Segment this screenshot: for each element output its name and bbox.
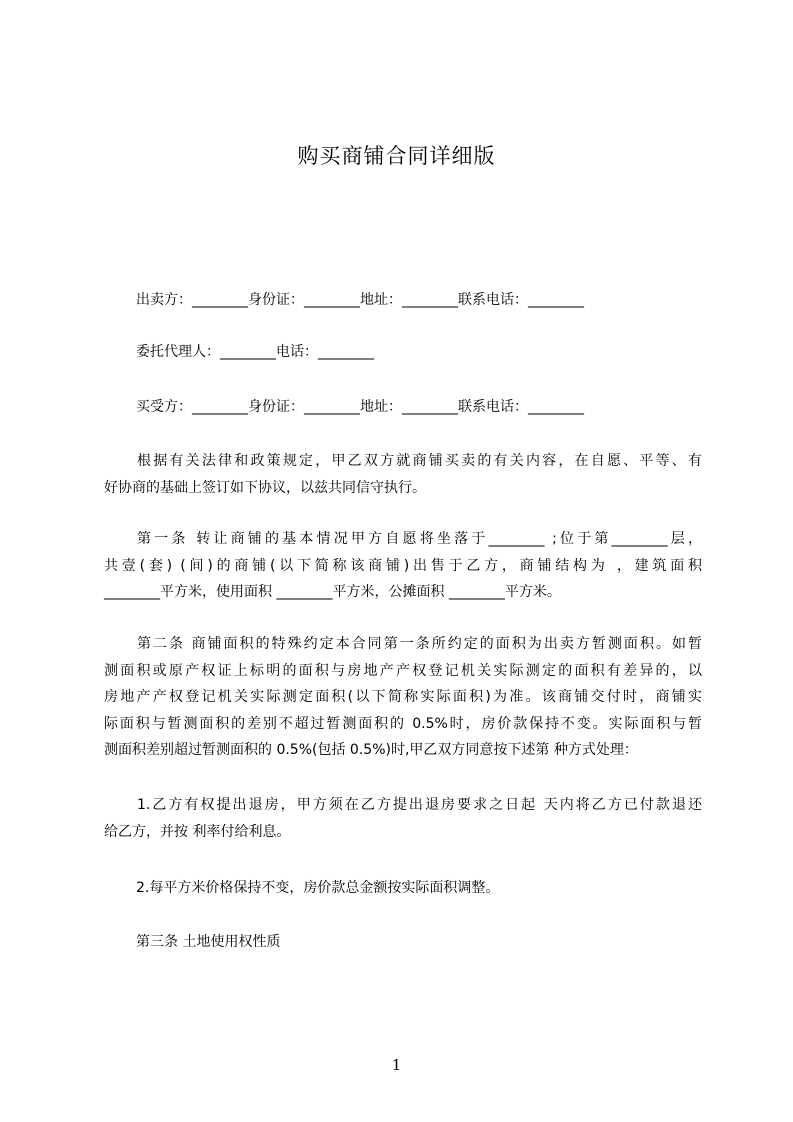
intro-line-2: 好协商的基础上签订如下协议，以兹共同信守执行。 xyxy=(104,479,426,496)
article-1-line-1: 第一条 转让商铺的基本情况甲方自愿将坐落于________ ;位于第________层， xyxy=(137,531,702,547)
seller-info-line: 出卖方：________身份证：________地址：________联系电话：________ xyxy=(136,292,584,308)
article-3-heading: 第三条 土地使用权性质 xyxy=(136,934,281,950)
option-2-line: 2.每平方米价格保持不变，房价款总金额按实际面积调整。 xyxy=(136,880,500,896)
intro-line-1: 根据有关法律和政策规定，甲乙双方就商铺买卖的有关内容，在自愿、平等、有 xyxy=(137,453,702,469)
intro-paragraph xyxy=(104,448,702,501)
article-1-line-3: ________平方米，使用面积 ________平方米，公摊面积 ________平方米。 xyxy=(104,584,561,600)
article-2-line-4: 际面积与暂测面积的差别不超过暂测面积的 0.5%时，房价款保持不变。实际面积与暂 xyxy=(104,715,702,732)
article-1-paragraph xyxy=(104,526,702,606)
article-2-line-5: 测面积差别超过暂测面积的 0.5%(包括 0.5%)时,甲乙双方同意按下述第 种方式处理： xyxy=(104,742,638,758)
article-1-line-2: 共壹(套) (间)的商铺(以下简称该商铺)出售于乙方，商铺结构为 ，建筑面积 xyxy=(104,557,702,574)
page-number: 1 xyxy=(391,1056,402,1074)
agent-info-line: 委托代理人：________电话：________ xyxy=(136,344,374,360)
option-1-line-1: 1.乙方有权提出退房，甲方须在乙方提出退房要求之日起 天内将乙方已付款退还 xyxy=(137,797,702,813)
page-title: 购买商铺合同详细版 xyxy=(297,144,496,168)
article-2-line-2: 测面积或原产权证上标明的面积与房地产产权登记机关实际测定的面积有差异的，以 xyxy=(104,662,702,679)
option-1-paragraph xyxy=(104,792,702,845)
option-1-line-2: 给乙方，并按 利率付给利息。 xyxy=(104,823,291,840)
article-2-line-1: 第二条 商铺面积的特殊约定本合同第一条所约定的面积为出卖方暂测面积。如暂 xyxy=(137,636,702,652)
article-2-paragraph xyxy=(104,631,702,764)
buyer-info-line: 买受方：________身份证：________地址：________联系电话：________ xyxy=(136,399,584,415)
article-2-line-3: 房地产产权登记机关实际测定面积(以下简称实际面积)为准。该商铺交付时，商铺实 xyxy=(104,689,702,705)
